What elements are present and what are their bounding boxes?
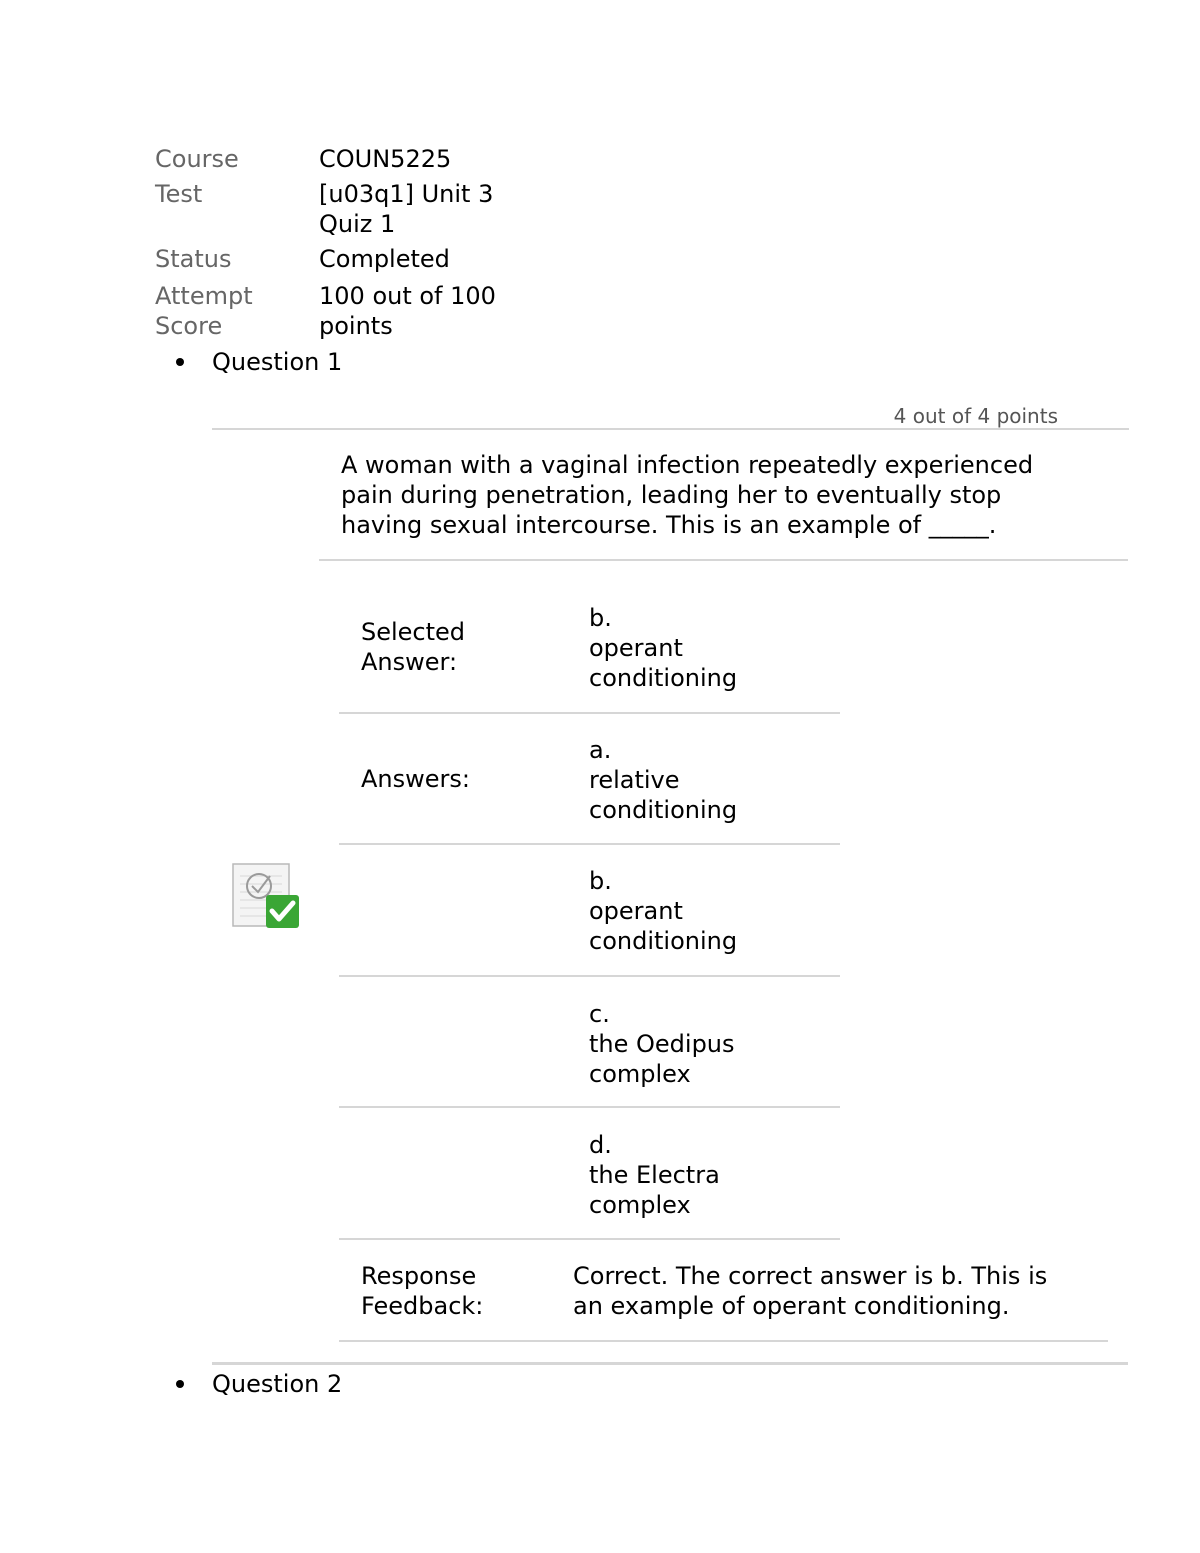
status-label: Status (155, 245, 232, 273)
answer-a-text-line2: conditioning (589, 796, 738, 824)
divider (212, 1362, 1128, 1365)
divider (212, 428, 1129, 430)
list-bullet (176, 358, 184, 366)
status-value: Completed (319, 245, 450, 273)
course-value: COUN5225 (319, 145, 452, 173)
score-value-line1: 100 out of 100 (319, 282, 496, 310)
answer-c-text-line1: the Oedipus (589, 1030, 735, 1058)
answer-c-text-line2: complex (589, 1060, 691, 1088)
question-1-text-line3: having sexual intercourse. This is an example of _____. (341, 511, 997, 539)
question-1-text-line1: A woman with a vaginal infection repeatedly experienced (341, 451, 1034, 479)
selected-answer-text-line2: conditioning (589, 664, 738, 692)
divider (339, 975, 840, 977)
answer-c-letter: c. (589, 1000, 610, 1028)
selected-answer-label-line1: Selected (361, 618, 466, 646)
selected-answer-label-line2: Answer: (361, 648, 458, 676)
answer-a-text-line1: relative (589, 766, 680, 794)
answers-label: Answers: (361, 765, 470, 793)
test-label: Test (155, 180, 203, 208)
test-value-line2: Quiz 1 (319, 210, 396, 238)
divider (339, 712, 840, 714)
question-2-title[interactable]: Question 2 (212, 1370, 343, 1398)
divider (339, 1238, 840, 1240)
divider (339, 1340, 1108, 1342)
answer-b-text-line1: operant (589, 897, 683, 925)
question-1-points: 4 out of 4 points (893, 404, 1058, 428)
answer-b-text-line2: conditioning (589, 927, 738, 955)
score-label-line1: Attempt (155, 282, 253, 310)
score-label-line2: Score (155, 312, 223, 340)
course-label: Course (155, 145, 239, 173)
score-value-line2: points (319, 312, 393, 340)
feedback-label-line2: Feedback: (361, 1292, 484, 1320)
answer-a-letter: a. (589, 736, 612, 764)
question-1-text-line2: pain during penetration, leading her to eventually stop (341, 481, 1002, 509)
correct-checkmark-icon (232, 862, 302, 930)
selected-answer-letter: b. (589, 604, 612, 632)
answer-d-letter: d. (589, 1131, 612, 1159)
list-bullet (176, 1380, 184, 1388)
question-1-title[interactable]: Question 1 (212, 348, 343, 376)
divider (339, 843, 840, 845)
answer-d-text-line2: complex (589, 1191, 691, 1219)
answer-d-text-line1: the Electra (589, 1161, 720, 1189)
answer-b-letter: b. (589, 867, 612, 895)
divider (339, 1106, 840, 1108)
feedback-text-line2: an example of operant conditioning. (573, 1292, 1010, 1320)
selected-answer-text-line1: operant (589, 634, 683, 662)
test-value-line1: [u03q1] Unit 3 (319, 180, 494, 208)
feedback-label-line1: Response (361, 1262, 477, 1290)
feedback-text-line1: Correct. The correct answer is b. This is (573, 1262, 1048, 1290)
divider (319, 559, 1128, 561)
